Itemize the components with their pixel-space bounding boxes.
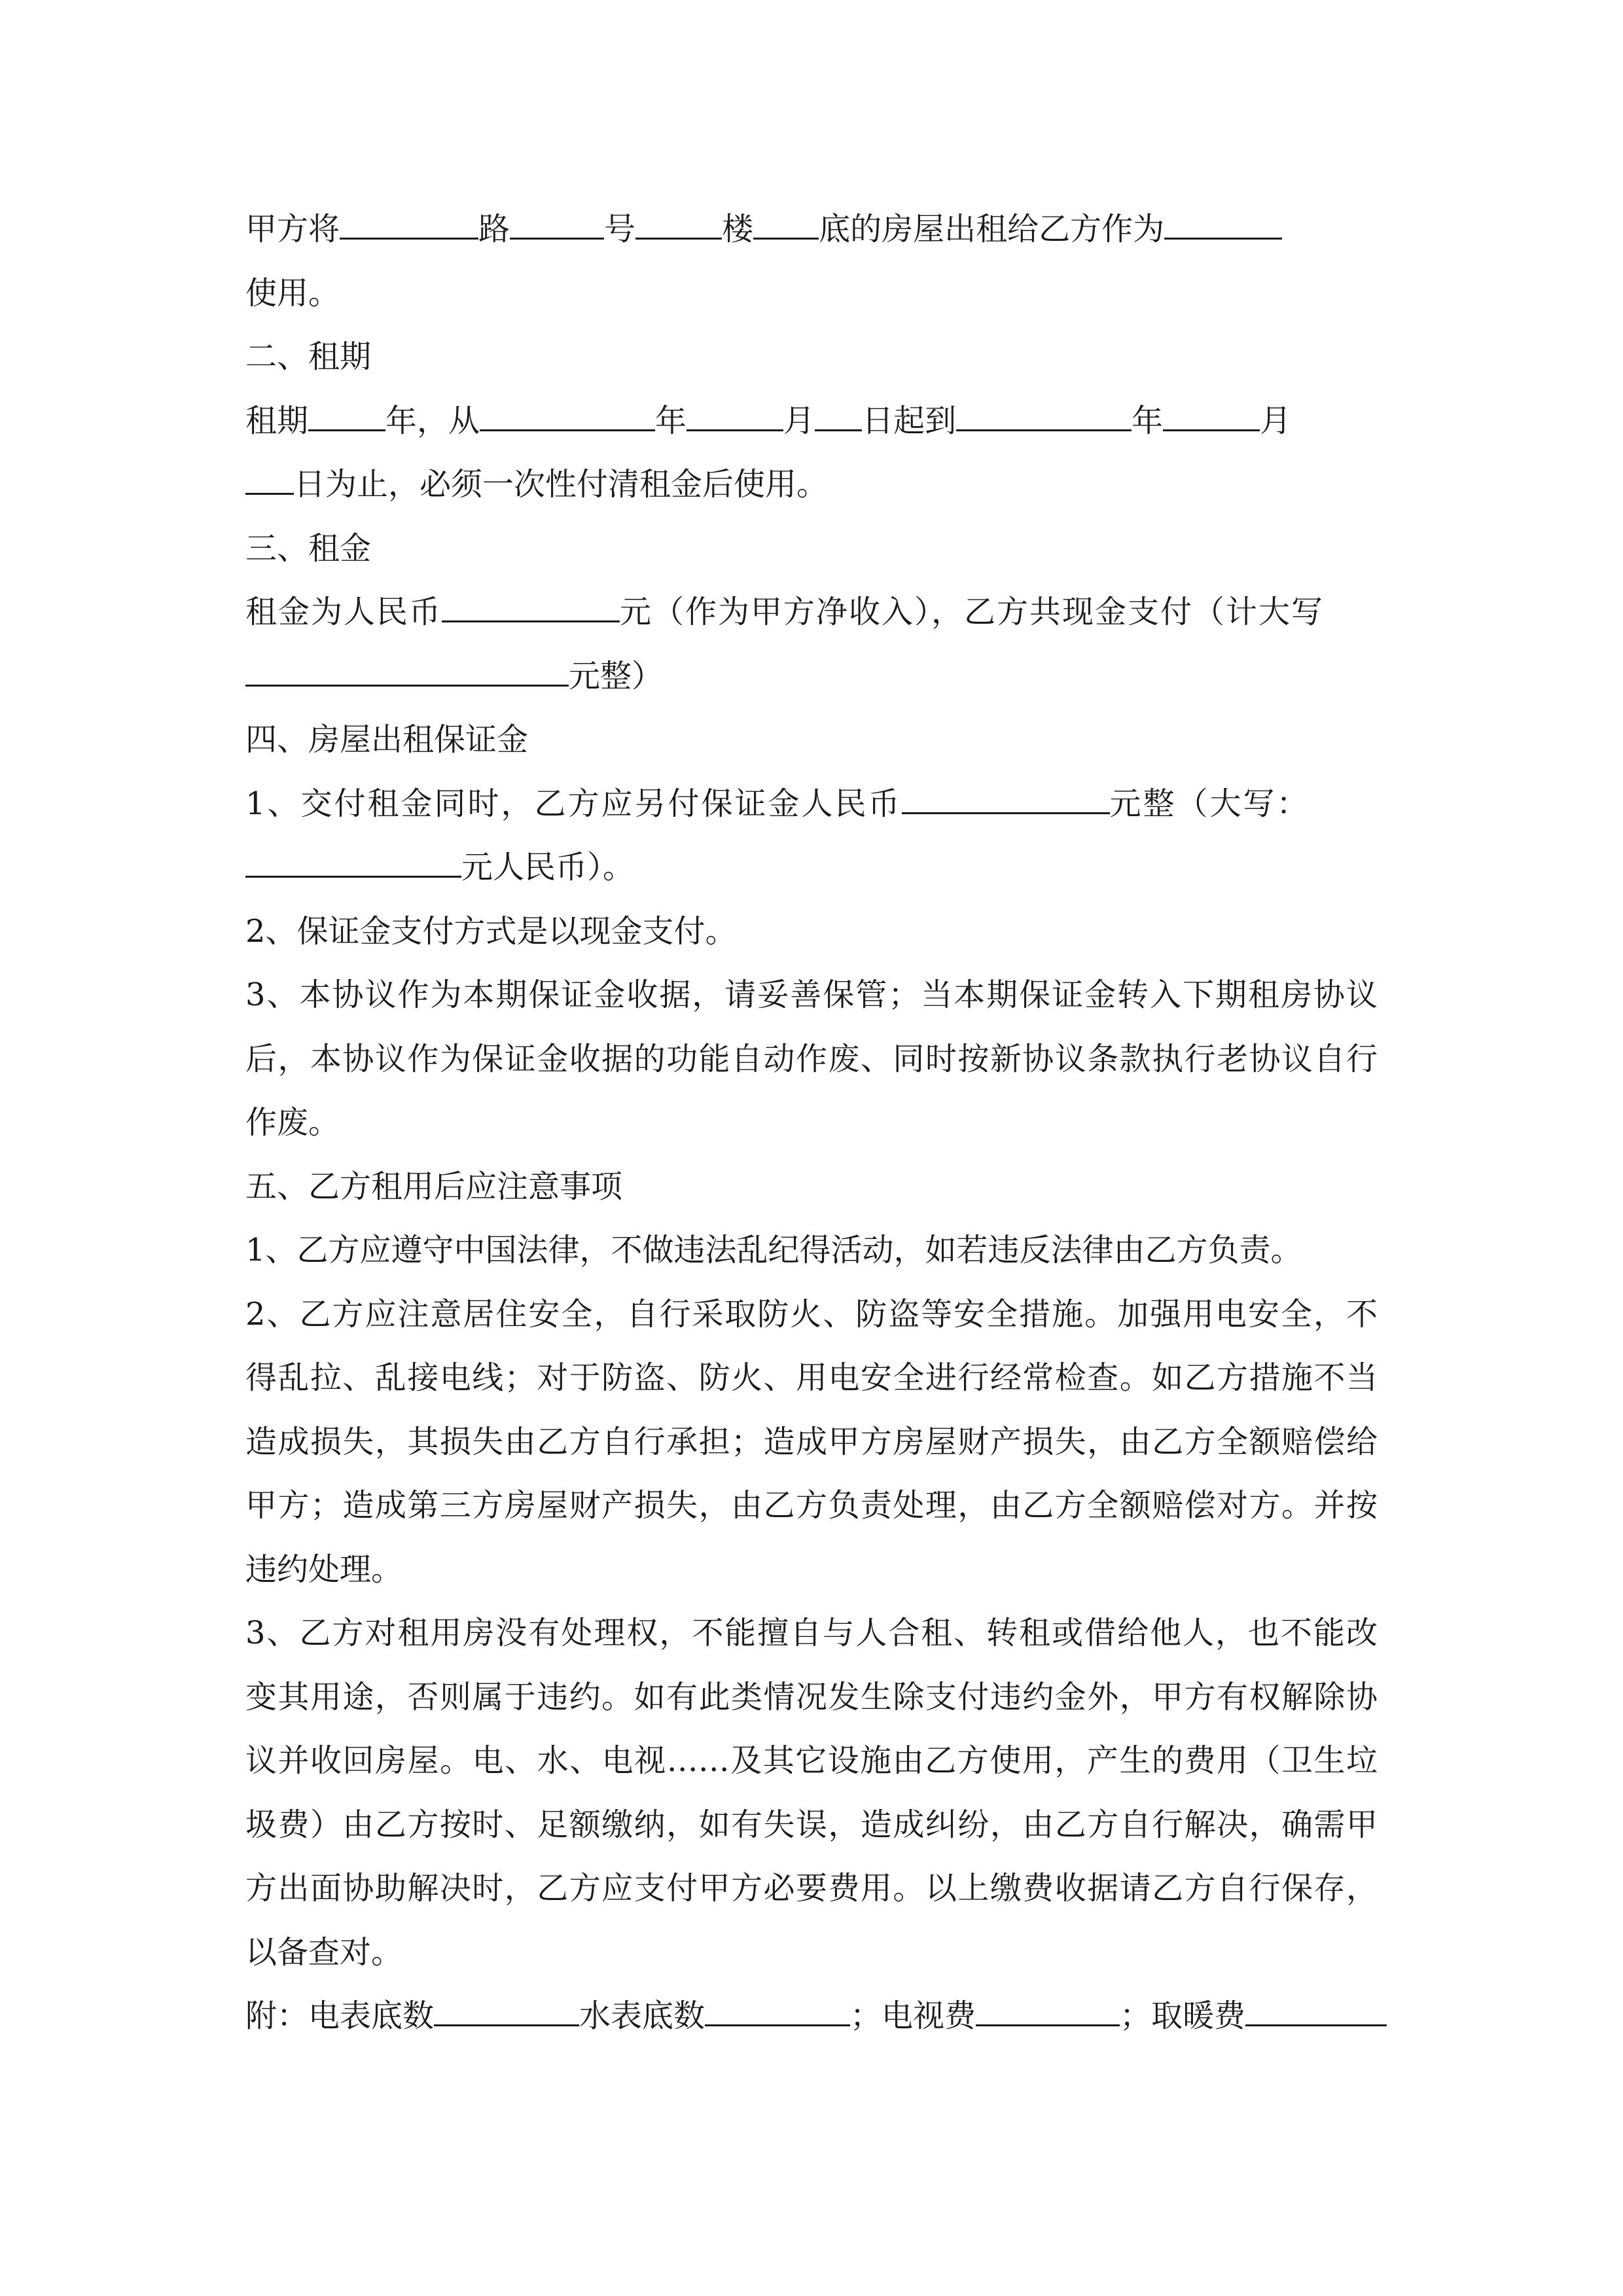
paragraph-2-text-4: 月 <box>783 402 815 439</box>
tv-fee-blank <box>976 1996 1120 2026</box>
rent-amount-blank <box>442 592 620 622</box>
paragraph-1-text-1: 甲方将 <box>245 211 340 247</box>
paragraph-3-text-2: 元（作为甲方净收入），乙方共现金支付（计大写 <box>620 594 1325 630</box>
usage-purpose-blank <box>1164 209 1282 240</box>
item-5-3-line-4: 圾费）由乙方按时、足额缴纳，如有失误，造成纠纷，由乙方自行解决，确需甲 <box>245 1806 1378 1843</box>
floor-blank <box>753 209 819 240</box>
paragraph-2-text-5: 日起到 <box>862 402 957 439</box>
item-5-2-line-2: 得乱拉、乱接电线；对于防盗、防火、用电安全进行经常检查。如乙方措施不当 <box>245 1359 1378 1396</box>
paragraph-2-line-1 <box>245 389 1378 454</box>
appendix-text-4: ；取暖费 <box>1120 1998 1246 2034</box>
item-4-3-line-2: 后，本协议作为保证金收据的功能自动作废、同时按新协议条款执行老协议自行 <box>245 1040 1378 1077</box>
end-year-blank <box>956 401 1132 431</box>
section-2-heading: 二、租期 <box>245 338 372 375</box>
paragraph-1-line-1 <box>245 198 1378 262</box>
paragraph-1-text-3: 号 <box>604 211 636 247</box>
paragraph-1-line-2 <box>245 262 1378 326</box>
paragraph-1-text-6: 使用。 <box>245 274 340 312</box>
item-5-2-line-3: 造成损失，其损失由乙方自行承担；造成甲方房屋财产损失，由乙方全额赔偿给 <box>245 1423 1378 1460</box>
item-4-3-line-3: 作废。 <box>245 1104 340 1141</box>
paragraph-2-text-1: 租期 <box>245 402 309 439</box>
paragraph-3-text-1: 租金为人民币 <box>245 594 442 630</box>
item-5-1: 1、乙方应遵守中国法律，不做违法乱纪得活动，如若违反法律由乙方负责。 <box>245 1232 1302 1268</box>
end-day-blank <box>245 464 294 495</box>
appendix-line <box>245 1984 1378 2049</box>
appendix-text-3: ；电视费 <box>850 1998 976 2034</box>
rent-amount-uppercase-blank <box>245 656 569 687</box>
document-body <box>245 198 1378 2049</box>
paragraph-1-text-2: 路 <box>478 211 510 247</box>
deposit-uppercase-blank <box>245 847 461 878</box>
start-day-blank <box>815 401 862 431</box>
item-5-3-line-6: 以备查对。 <box>245 1933 403 1971</box>
item-5-2-line-4: 甲方；造成第三方房屋财产损失，由乙方负责处理，由乙方全额赔偿对方。并按 <box>245 1487 1378 1524</box>
item-5-2-line-1: 2、乙方应注意居住安全，自行采取防火、防盗等安全措施。加强用电安全，不 <box>245 1295 1378 1333</box>
house-number-blank <box>510 209 604 240</box>
start-month-blank <box>687 401 783 431</box>
item-5-3-line-2: 变其用途，否则属于违约。如有此类情况发生除支付违约金外，甲方有权解除协 <box>245 1678 1378 1715</box>
paragraph-2-text-2: 年，从 <box>385 402 480 439</box>
item-5-2-line-5: 违约处理。 <box>245 1551 403 1588</box>
paragraph-1-text-5: 底的房屋出租给乙方作为 <box>819 211 1165 247</box>
paragraph-2-text-8: 日为止，必须一次性付清租金后使用。 <box>294 466 829 503</box>
appendix-text-2: 水表底数 <box>579 1998 705 2034</box>
deposit-amount-blank <box>902 783 1110 814</box>
section-4-heading: 四、房屋出租保证金 <box>245 721 529 758</box>
item-4-1-text-2: 元整（大写： <box>1109 785 1310 822</box>
item-4-1-text-1: 1、交付租金同时，乙方应另付保证金人民币 <box>245 785 902 822</box>
paragraph-3-text-3: 元整） <box>569 657 664 694</box>
paragraph-2-text-7: 月 <box>1260 402 1292 439</box>
item-4-2: 2、保证金支付方式是以现金支付。 <box>245 912 737 950</box>
item-5-3-line-5: 方出面协助解决时，乙方应支付甲方必要费用。以上缴费收据请乙方自行保存， <box>245 1870 1378 1907</box>
building-number-blank <box>635 209 722 240</box>
item-4-1-text-3: 元人民币）。 <box>461 849 635 886</box>
item-4-1-line-2 <box>245 836 1378 900</box>
paragraph-3-line-2 <box>245 645 1378 709</box>
item-4-1-line-1 <box>245 772 1378 836</box>
item-4-3-line-1: 3、本协议作为本期保证金收据，请妥善保管；当本期保证金转入下期租房协议 <box>245 977 1378 1013</box>
road-name-blank <box>340 209 478 240</box>
heating-fee-blank <box>1245 1996 1387 2026</box>
paragraph-2-text-3: 年 <box>655 402 687 439</box>
appendix-text-1: 附：电表底数 <box>245 1998 435 2034</box>
item-5-3-line-3: 议并收回房屋。电、水、电视……及其它设施由乙方使用，产生的费用（卫生垃 <box>245 1742 1378 1779</box>
electric-meter-blank <box>434 1996 579 2026</box>
paragraph-3-line-1 <box>245 581 1378 645</box>
end-month-blank <box>1163 401 1260 431</box>
section-3-heading: 三、租金 <box>245 529 372 567</box>
start-year-blank <box>480 401 655 431</box>
paragraph-2-line-2 <box>245 453 1378 517</box>
paragraph-2-text-6: 年 <box>1132 402 1164 439</box>
item-5-3-line-1: 3、乙方对租用房没有处理权，不能擅自与人合租、转租或借给他人，也不能改 <box>245 1615 1378 1651</box>
paragraph-1-text-4: 楼 <box>722 211 754 247</box>
lease-years-blank <box>308 401 385 431</box>
section-5-heading: 五、乙方租用后应注意事项 <box>245 1168 623 1205</box>
water-meter-blank <box>705 1996 850 2026</box>
